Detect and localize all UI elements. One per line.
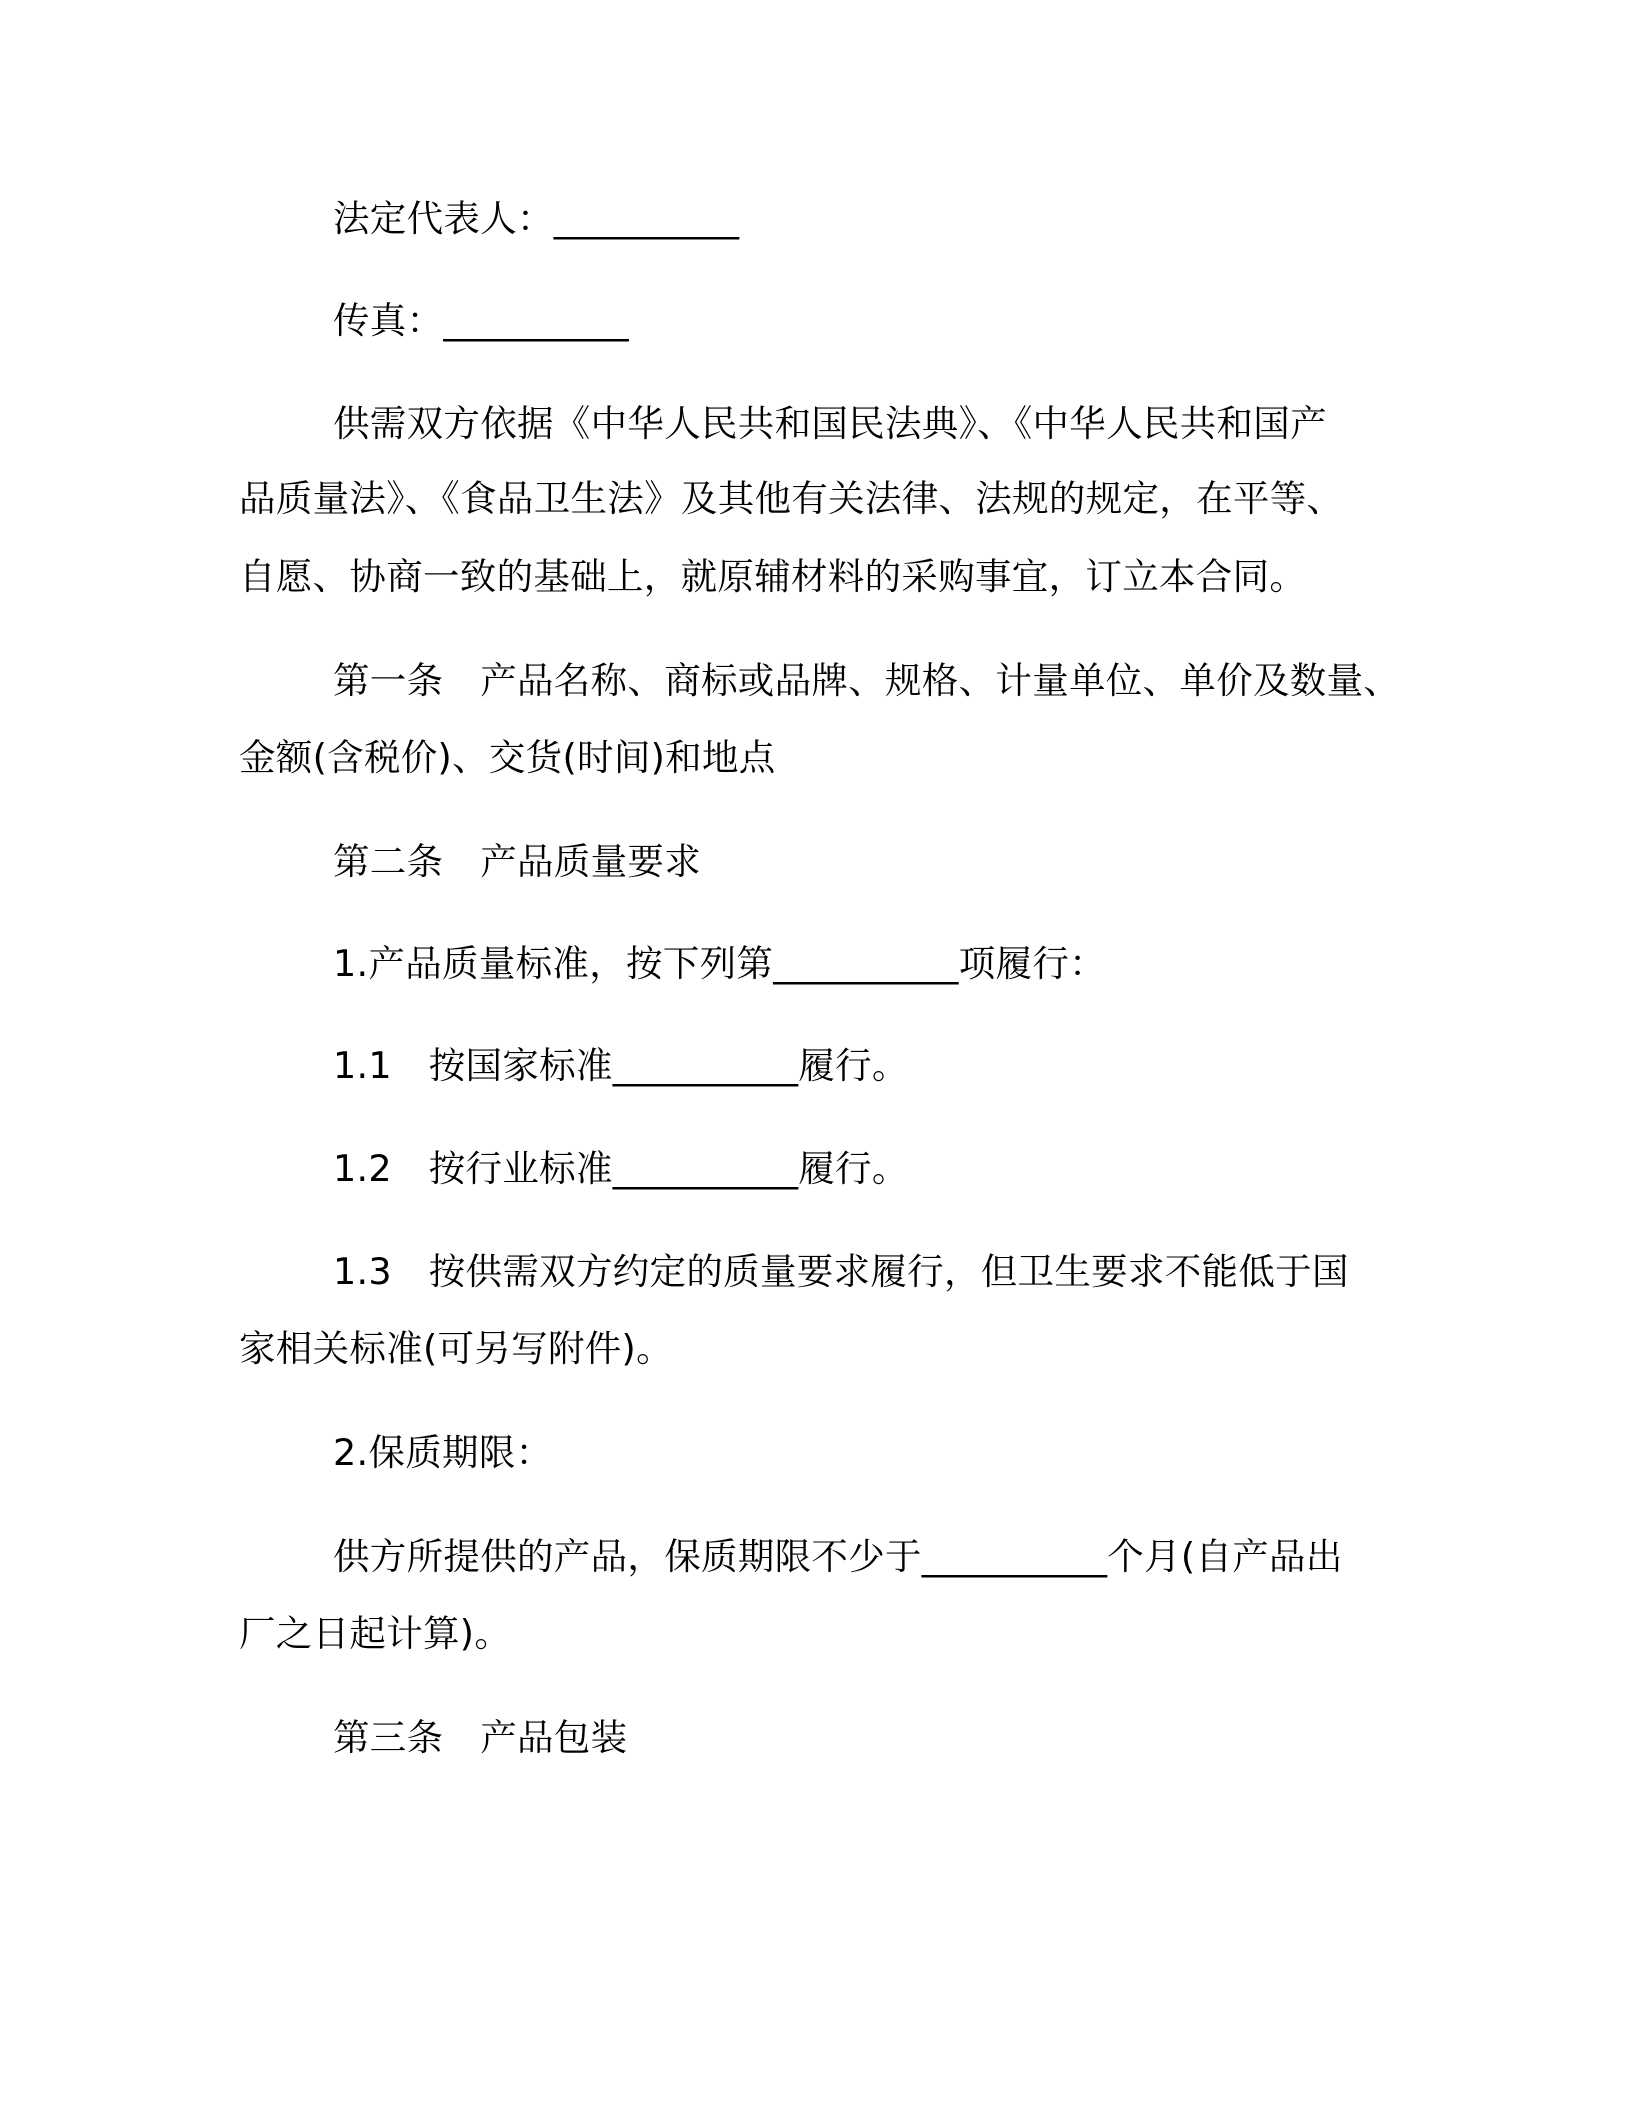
shelf-life-line-2: 厂之日起计算)。: [239, 1612, 512, 1655]
preamble-line-2: 品质量法》、《食品卫生法》及其他有关法律、法规的规定，在平等、: [239, 477, 1344, 520]
shelf-life-heading: 2.保质期限：: [333, 1431, 553, 1474]
fax-line: 传真：__________: [333, 299, 629, 342]
article-2-heading: 第二条 产品质量要求: [333, 840, 701, 883]
clause-1-3-line-1: 1.3 按供需双方约定的质量要求履行，但卫生要求不能低于国: [333, 1250, 1349, 1293]
article-3-heading: 第三条 产品包装: [333, 1716, 628, 1759]
article-1-heading-line-2: 金额(含税价)、交货(时间)和地点: [239, 736, 776, 779]
clause-1-2: 1.2 按行业标准__________履行。: [333, 1147, 909, 1190]
legal-representative-line: 法定代表人：__________: [333, 197, 740, 240]
clause-1-3-line-2: 家相关标准(可另写附件)。: [239, 1327, 673, 1370]
preamble-line-3: 自愿、协商一致的基础上，就原辅材料的采购事宜，订立本合同。: [239, 555, 1307, 598]
quality-standard-clause: 1.产品质量标准，按下列第__________项履行：: [333, 942, 1106, 985]
preamble-line-1: 供需双方依据《中华人民共和国民法典》、《中华人民共和国产: [333, 402, 1327, 445]
shelf-life-line-1: 供方所提供的产品，保质期限不少于__________个月(自产品出: [333, 1535, 1343, 1578]
article-1-heading-line-1: 第一条 产品名称、商标或品牌、规格、计量单位、单价及数量、: [333, 659, 1401, 702]
clause-1-1: 1.1 按国家标准__________履行。: [333, 1044, 909, 1087]
